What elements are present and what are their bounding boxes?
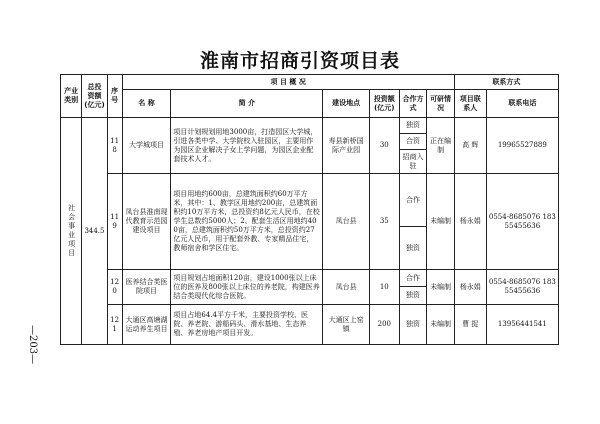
- intro-cell: 项目占地64.4平方千米，主要投资学校、医院、养老院、游船码头、滑水基地、生态养殖、养老房地产项目开发。: [171, 305, 323, 345]
- seq-cell: 121: [107, 305, 122, 345]
- header-feasibility: 可研情况: [427, 90, 455, 118]
- investment-cell: 30: [369, 118, 399, 174]
- header-contact-group: 联系方式: [454, 75, 558, 90]
- phone-cell: 0554-8685076 18355455636: [486, 174, 558, 270]
- phone-cell: 13956441541: [486, 305, 558, 345]
- header-name: 名 称: [122, 90, 171, 118]
- coop-cell: 合资: [399, 134, 427, 150]
- coop-cell: 独资: [399, 227, 427, 270]
- feasibility-cell: 未编制: [427, 270, 455, 305]
- name-cell: 大学城项目: [122, 118, 171, 174]
- contact-cell: 杨永娟: [454, 174, 486, 270]
- coop-cell: 独资: [399, 287, 427, 305]
- coop-cell: 合作: [399, 270, 427, 287]
- investment-table: [60, 74, 559, 345]
- header-location: 建设地点: [323, 90, 370, 118]
- phone-cell: 0554-8685076 18355455636: [486, 270, 558, 305]
- page-number: —203—: [27, 325, 38, 365]
- investment-cell: 10: [369, 270, 399, 305]
- contact-cell: 高 辉: [454, 118, 486, 174]
- header-seq: 序号: [107, 75, 122, 118]
- industry-category-text: 社会事业项目: [67, 204, 76, 258]
- total-investment-cell: 344.5: [82, 118, 107, 345]
- location-cell: 凤台县: [323, 270, 370, 305]
- coop-cell: 招商入驻: [399, 150, 427, 174]
- contact-cell: 杨永娟: [454, 270, 486, 305]
- name-cell: 凤台县淮南现代教育示范园建设项目: [122, 174, 171, 270]
- seq-cell: 118: [107, 118, 122, 174]
- intro-cell: 项目用地约600亩，总建筑面积约60万平方米，其中：1、教学区用地约200亩，总建筑面积约10万平方米，总投资约8亿元人民币，在校学生总数约5000人；2、配套生活区用地约400亩，总建筑面积约50万平方米，总投资约27亿元人民币，用于配套外教、专家精品住宅，教师宿舍和学区住宅。: [171, 174, 323, 270]
- coop-cell: 独资: [399, 118, 427, 134]
- name-cell: 医养结合类医院项目: [122, 270, 171, 305]
- name-cell: 大通区高塘湖运动养生项目: [122, 305, 171, 345]
- investment-cell: 35: [369, 174, 399, 270]
- coop-cell: 独资: [399, 305, 427, 345]
- header-cooperation: 合作方式: [399, 90, 427, 118]
- feasibility-cell: 未编制: [427, 305, 455, 345]
- table-row: [61, 270, 559, 287]
- location-cell: 大通区上窑镇: [323, 305, 370, 345]
- header-total-investment: 总投资额(亿元): [82, 75, 107, 118]
- header-industry-category: 产业类别: [61, 75, 82, 118]
- header-contact-person: 项目联系人: [454, 90, 486, 118]
- header-intro: 简 介: [171, 90, 323, 118]
- coop-cell: 合作: [399, 174, 427, 227]
- seq-cell: 119: [107, 174, 122, 270]
- seq-cell: 120: [107, 270, 122, 305]
- page-title: 淮南市招商引资项目表: [199, 50, 400, 72]
- table-row: [61, 118, 559, 134]
- header-phone: 联系电话: [486, 90, 558, 118]
- table-row: [61, 305, 559, 345]
- location-cell: 寿县新桥国际产业园: [323, 118, 370, 174]
- contact-cell: 曹 捉: [454, 305, 486, 345]
- intro-cell: 项目规划占地面积120亩，建设1000张以上床位的医养及800张以上床位的养老院，构建医养结合类现代化综合医院。: [171, 270, 323, 305]
- phone-cell: 19965527889: [486, 118, 558, 174]
- header-investment: 投资额(亿元): [369, 90, 399, 118]
- location-cell: 凤台县: [323, 174, 370, 270]
- header-project-overview: 项 目 概 况: [122, 75, 454, 90]
- investment-cell: 200: [369, 305, 399, 345]
- feasibility-cell: 未编制: [427, 174, 455, 270]
- table-row: [61, 174, 559, 226]
- intro-cell: 项目计划规划用地3000亩，打造园区大学城，引进各类中学、大学院校入驻园区，主要用作为园区企业解决子女上学问题，为园区企业配套技术人才。: [171, 118, 323, 174]
- industry-category-cell: [61, 118, 82, 345]
- feasibility-cell: 正在编制: [427, 118, 455, 174]
